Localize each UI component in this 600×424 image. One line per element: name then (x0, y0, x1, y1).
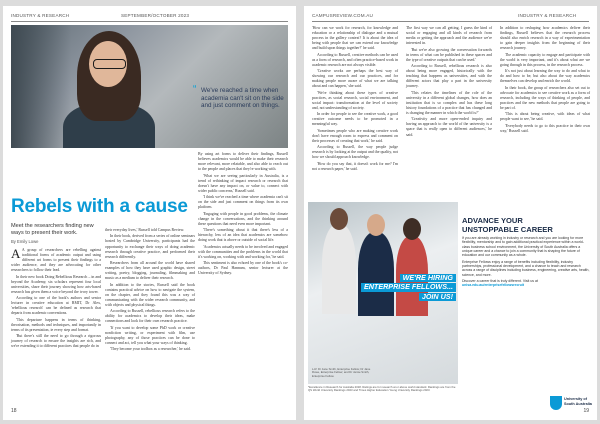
article-column-5: The first way we can all getting, I guess the kind of social or engaging and all kinds of research from media or getting the approach and the audience we're interested in. 'But we're also growing the conversation forwards in terms of what can be published in these spaces and the type of creative outputs that can be used.' According to Russell, rebellious research is also about being more engaged, historically with the teaching that happens as universities, and with the different actors that play a part in the university journey. 'This relates the timelines of the role of the university in a different global changes, how does an institution that is so complex and has these long history foundations of a practice that has changed and is changing the manner in which the world is?' 'Creativity and more open-ended inquiry and having an approach to the world of the university is a space that is really open to different audiences,' he said. (406, 26, 492, 137)
hiring-banner: WE'RE HIRING ENTERPRISE FELLOWS... JOIN US! (308, 274, 456, 302)
header-rule (11, 21, 288, 22)
ad-footnote: *Excellence in Research for Australia 2018. Ratings are for research at or above world standard. Rankings are from the QS World University Rankings 2023 and Times Higher Education Young University Rankings 2023. (308, 385, 456, 393)
ad-heading: ADVANCE YOUR UNSTOPPABLE CAREER (462, 216, 553, 234)
header-rule (312, 21, 589, 22)
ad-text-1: If you are already working in industry or research and you are looking for more flexibility, mentorship and to gain additional practical experience within a world-class business school environment, the University of South Australia offers a unique career and a chance to join a community that is shaping the future of education and our community as a whole. (462, 236, 584, 258)
article-title: Rebels with a cause (11, 196, 188, 217)
drop-cap: A (11, 246, 21, 261)
page-number-left: 18 (11, 408, 17, 414)
byline: By Emily Lowe (11, 239, 39, 244)
university-logo: University of South Australia (550, 396, 592, 412)
running-date-right: CAMPUSREVIEW.COM.AU (312, 13, 373, 18)
ad-text-2: Enterprise Fellows enjoy a range of benefits including flexibility, industry partnerships, professional development, and a chance to teach and research across a range of disciplines including business, engineering, creative arts, health, science, and more. (462, 259, 590, 277)
article-column-4: 'How can we work for research, for knowledge and education or a relationship of dialogue and a mutual process in the gallery context? It is about the idea of being with people that we can extend our knowledge and build upon things together?' he said. According to Russell, creative methods can be used as a form of research, and often practice-based work in academic research are not always visible. 'Creative works are perhaps the best way of showing our research and our practices, and for making people more aware of what we are talking about and can happen,' she said. 'We're thinking about these types of creative practices, as social research, social environment, and social impact: transformation at the level of society and, not understanding of society. In order for people to see the creative work, a good creative outcome needs to be promoted in a meaningful way. 'Sometimes people who are making creative work don't have enough room to express and comment on their processes of creating that work,' he said. According to Russell, the way people judge research is by looking at the output and the quality, not how we should approach knowledge. 'How do you say that, it doesn't work for me? I'm not a research paper,' he said. (312, 26, 398, 171)
page-number-right: 19 (583, 408, 589, 414)
university-crest-icon (550, 396, 562, 410)
advertisement-photo (308, 202, 458, 384)
ad-text-3: Discover a career that is truly different. Visit us at unisa.edu.au/enterprisefellowsrecruit (462, 278, 538, 288)
running-head-right: INDUSTRY & RESEARCH (518, 13, 577, 18)
article-column-1: A A group of researchers are rebelling against traditional forms of academic output and using different art forms to present their findings to a wider audience, and they are advocating for other researchers to follow their lead. In their new book Doing Rebellious Research – in and beyond the Academy, six scholars represent four local universities, share their journey showing how arts-based research has given them a voice beyond the ivory tower. According to one of the book's authors and senior lecturer in creative education at RMIT, Dr Alex, 'rebellious research' can be defined as research that departs from academic conventions. 'This departure happens in terms of thinking, theorisation, methods and techniques, and importantly in terms of its presentation, ie every step and format. 'But there's still the need to go through a rigorous journey of research to ensure the insights are rich, and we're extending it to different practices that people do in (11, 246, 101, 349)
quote-mark-icon: “ (193, 84, 197, 95)
left-page (3, 6, 296, 420)
running-head-left: INDUSTRY & RESEARCH (11, 13, 70, 18)
article-column-3: By using art forms to deliver their findings, Russell believes academics would be able to make their research more relevant, more relatable, and also able to reach out to the people and places that they're working with. 'What we are seeing particularly in Australia, is a trend of rethinking of impact research or research that doesn't have any impact on, or value to, connect with wider public concerns,' Russell said. 'I think we've reached a time where academia can't sit on the side and just comment on things from its own platform. 'Engaging with people in good problems, the climate change in the conversations, and the thinking around these questions that need even more important. 'There's something about it that there's less of a hierarchy, less of an idea that academics are somehow doing work that is above or outside of social life. 'Academics actually needs to be involved and engaged with the communities and the problems in the world that it's working on, working with and working for,' he said. This sentiment is also echoed by one of the book's co-authors, Dr Paul Hannam, senior lecturer at the University of Sydney. (198, 152, 288, 276)
ad-link[interactable]: unisa.edu.au/enterprisefellowsrecruit (462, 283, 525, 288)
article-column-2: their everyday lives,' Russell told Campus Review. In their book, derived from a series of online seminars hosted by Cambridge University, participants had the opportunity to exchange their ways of doing academic research through creative practice, and performed their research differently. Researchers from all around the world have shared examples of how they have used graphic design, street writing, poetry, blogging, journaling, filmmaking and music as a medium to deliver their research. In addition to the stories, Russell said the book contains practical advice on how to navigate the system, on the chapter, and they found this was a way of communicating with the wider research community, and with objects and physical things. According to Russell, rebellious research refers to the ability for academics to develop their ideas, make connections and look for their own research practice. 'If you want to develop some PhD work or creative nonfiction writing, or experiment with film, use photography, any of those practices can be done to connect and act, tell you what your ways of thinking. 'They become your toolbox as a researcher,' he said. (105, 228, 195, 352)
ad-copy (462, 217, 590, 287)
ad-photo-caption: L-R: Dr Jane Smith, Enterprise Fellow; Dr Jane Rowe, Enterprise Fellow; and Dr Jamie Smith, Enterprise Fellow. (312, 367, 371, 378)
right-page (304, 6, 597, 420)
article-subtitle: Meet the researchers finding new ways to present their work. (11, 223, 94, 236)
running-date-left: SEPTEMBER/OCTOBER 2023 (121, 13, 190, 18)
article-column-6: In addition to reshaping how academics deliver their findings, Russell believes that the research process should also enrich research in a way of experimentation to gain deeper insights from the beginning of their research journey. The academic capacity to engage and participate with the world is very important, and it's about what are we going through in this process, in the research process. It's not just about learning the way to do and what to do and how to be, but also about the way academics themselves can develop and enrich the world. In their book, the group of researchers also set out to advocate for academics to see creative work as a form of research, including the ways of thinking of people, and practices and the new methods that people are going to be part of. 'This is about being creative, with ideas of what people want to see,' he said. 'Everybody needs to go to this practice in their own way,' Russell said. (500, 26, 590, 133)
hero-photo (11, 25, 288, 148)
pull-quote: “ We've reached a time when academia can't sit on the side and just comment on things. (193, 84, 284, 110)
